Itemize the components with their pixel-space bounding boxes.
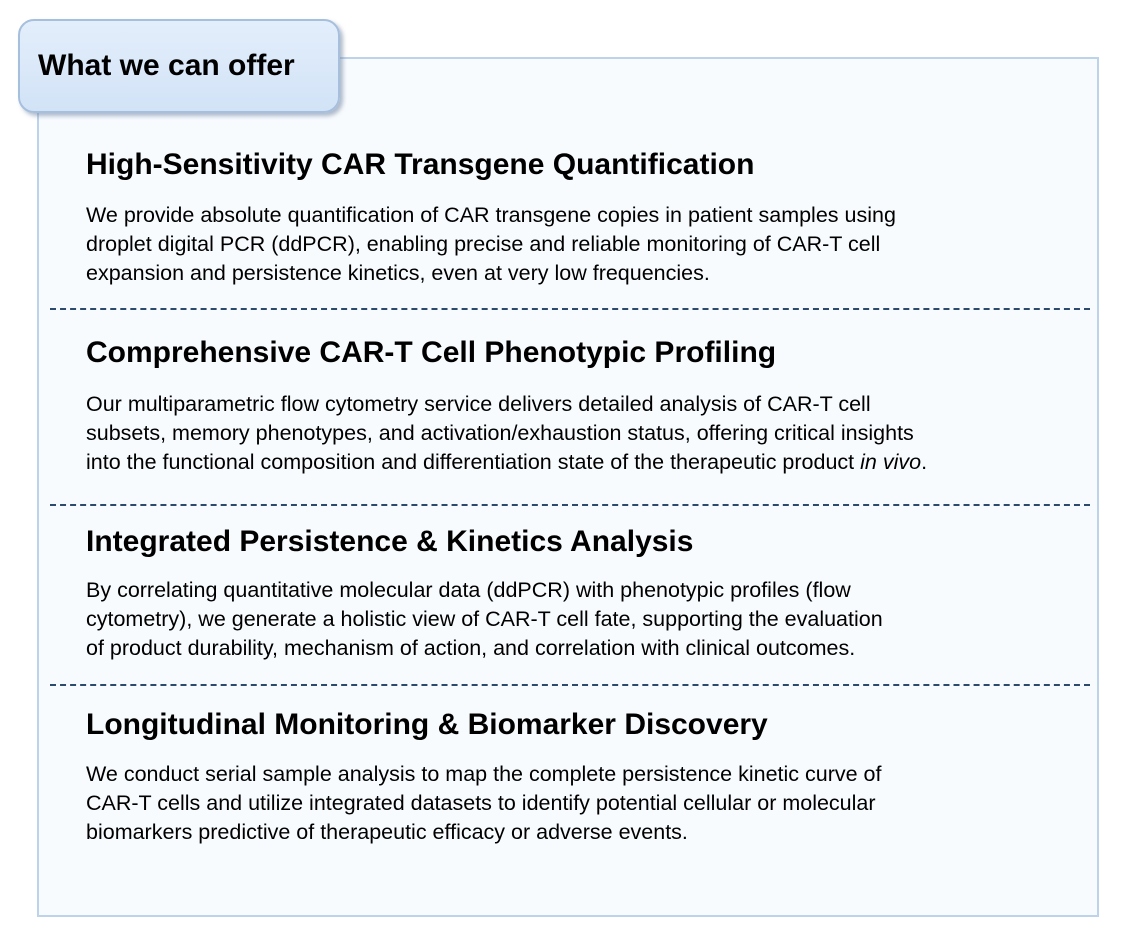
section-body-transgene-quantification <box>86 201 1071 288</box>
section-divider <box>50 684 1090 686</box>
section-title-longitudinal-monitoring: Longitudinal Monitoring & Biomarker Discovery <box>86 708 768 741</box>
body-line: subsets, memory phenotypes, and activation/exhaustion status, offering critical insights <box>86 421 914 445</box>
body-line: CAR-T cells and utilize integrated datasets to identify potential cellular or molecular <box>86 791 876 815</box>
italic-term: in vivo <box>860 450 922 474</box>
tab-title: What we can offer <box>38 49 295 82</box>
section-title-transgene-quantification: High-Sensitivity CAR Transgene Quantification <box>86 148 755 181</box>
body-line: We provide absolute quantification of CAR transgene copies in patient samples using <box>86 203 896 227</box>
body-line: expansion and persistence kinetics, even at very low frequencies. <box>86 261 710 285</box>
body-line: We conduct serial sample analysis to map the complete persistence kinetic curve of <box>86 762 882 786</box>
section-divider <box>50 504 1090 506</box>
section-body-phenotypic-profiling <box>86 390 1071 477</box>
body-line: of product durability, mechanism of action, and correlation with clinical outcomes. <box>86 636 856 660</box>
body-line: droplet digital PCR (ddPCR), enabling precise and reliable monitoring of CAR-T cell <box>86 232 881 256</box>
body-text: into the functional composition and differentiation state of the therapeutic product <box>86 450 861 474</box>
body-line-last <box>86 448 1071 477</box>
body-line: Our multiparametric flow cytometry service delivers detailed analysis of CAR-T cell <box>86 392 871 416</box>
body-line: biomarkers predictive of therapeutic efficacy or adverse events. <box>86 820 688 844</box>
body-line: By correlating quantitative molecular data (ddPCR) with phenotypic profiles (flow <box>86 578 851 602</box>
section-title-persistence-kinetics: Integrated Persistence & Kinetics Analysis <box>86 525 694 558</box>
section-body-persistence-kinetics <box>86 576 1071 663</box>
section-body-longitudinal-monitoring <box>86 760 1071 847</box>
section-title-phenotypic-profiling: Comprehensive CAR-T Cell Phenotypic Profiling <box>86 336 777 369</box>
body-line: cytometry), we generate a holistic view of CAR-T cell fate, supporting the evaluation <box>86 607 883 631</box>
body-text-end: . <box>921 450 928 474</box>
section-divider <box>50 308 1090 310</box>
